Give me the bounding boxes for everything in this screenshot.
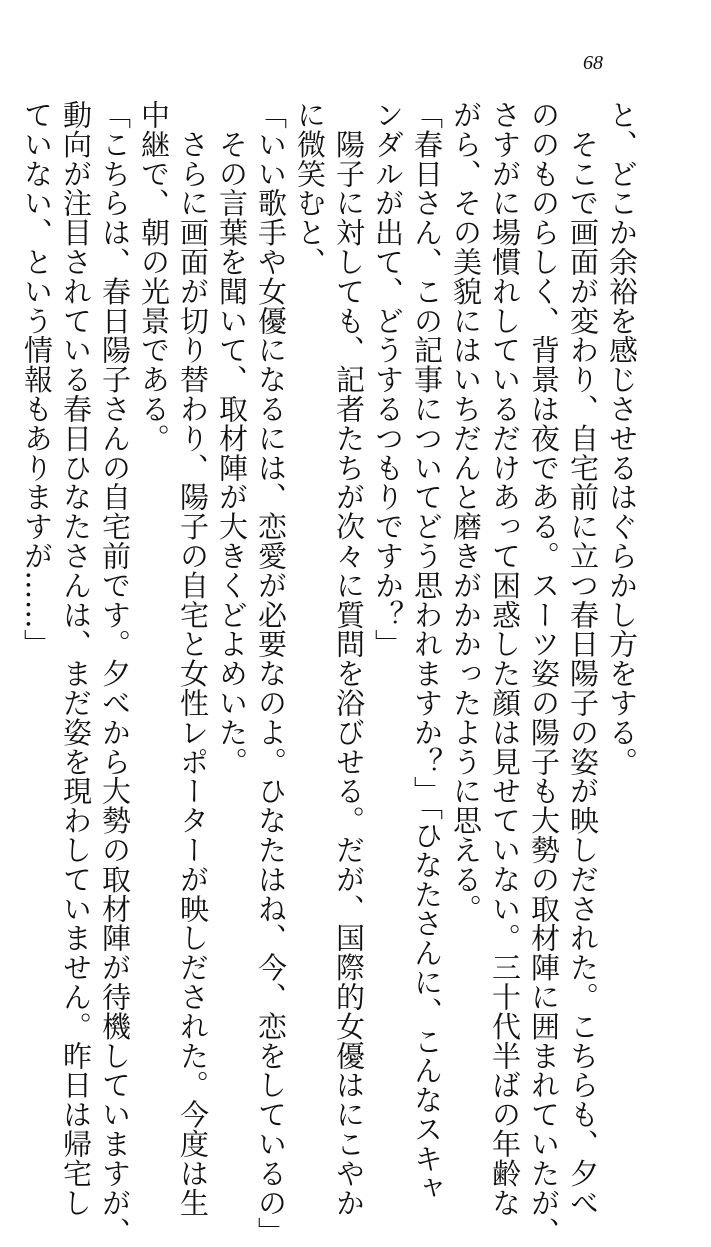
text-line: 「いい歌手や女優になるには、恋愛が必要なのよ。ひなたはね、今、恋をしているの」 — [254, 100, 288, 1247]
text-line: ののものらしく、背景は夜である。スーツ姿の陽子も大勢の取材陣に囲まれていたが、 — [527, 100, 561, 1247]
text-line: 中継で、朝の光景である。 — [137, 100, 171, 453]
text-line: 「春日さん、この記事についてどう思われますか？」「ひなたさんに、こんなスキャ — [410, 100, 444, 1203]
text-line: さすがに場慣れしているだけあって困惑した顔は見せていない。三十代半ばの年齢な — [488, 100, 522, 1218]
text-line: がら、その美貌にはいちだんと磨きがかかったように思える。 — [449, 100, 483, 924]
text-line: さらに画面が切り替わり、陽子の自宅と女性レポーターが映しだされた。今度は生 — [176, 100, 210, 1218]
text-line: 陽子に対しても、記者たちが次々に質問を浴びせる。だが、国際的女優はにこやか — [332, 100, 366, 1218]
text-line: そこで画面が変わり、自宅前に立つ春日陽子の姿が映しだされた。こちらも、夕べ — [566, 100, 600, 1218]
text-line: その言葉を聞いて、取材陣が大きくどよめいた。 — [215, 100, 249, 777]
text-line: と、どこか余裕を感じさせるはぐらかし方をする。 — [605, 100, 639, 777]
text-line: 「こちらは、春日陽子さんの自宅前です。夕べから大勢の取材陣が待機していますが、 — [98, 100, 132, 1247]
text-line: ていない、という情報もありますが……」 — [20, 100, 54, 659]
page-number: 68 — [583, 52, 603, 74]
text-line: に微笑むと、 — [293, 100, 327, 277]
text-line: 動向が注目されている春日ひなたさんは、まだ姿を現わしていません。昨日は帰宅し — [59, 100, 93, 1218]
novel-body-text — [20, 100, 641, 1247]
text-line: ンダルが出て、どうするつもりですか？」 — [371, 100, 405, 659]
